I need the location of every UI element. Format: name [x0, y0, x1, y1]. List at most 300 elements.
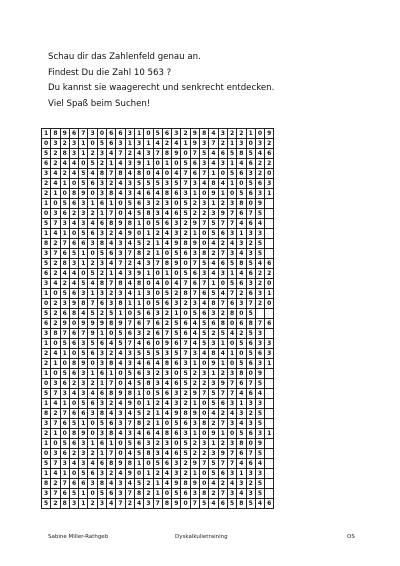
grid-cell[interactable]: 5: [237, 359, 246, 369]
grid-cell[interactable]: 7: [190, 289, 199, 299]
grid-cell[interactable]: 6: [172, 189, 181, 199]
grid-cell[interactable]: 7: [246, 299, 255, 309]
grid-cell[interactable]: 5: [237, 339, 246, 349]
grid-cell[interactable]: 5: [125, 439, 134, 449]
grid-cell[interactable]: 7: [218, 249, 227, 259]
grid-cell[interactable]: 0: [237, 309, 246, 319]
grid-cell[interactable]: 6: [162, 129, 171, 139]
grid-cell[interactable]: 2: [209, 419, 218, 429]
grid-cell[interactable]: 4: [51, 179, 60, 189]
grid-cell[interactable]: 4: [134, 499, 143, 509]
grid-cell[interactable]: 7: [218, 459, 227, 469]
grid-cell[interactable]: 6: [107, 129, 116, 139]
grid-cell[interactable]: 9: [116, 319, 125, 329]
grid-cell[interactable]: 3: [227, 399, 236, 409]
grid-cell[interactable]: 2: [42, 429, 51, 439]
grid-cell[interactable]: 7: [209, 139, 218, 149]
grid-cell[interactable]: 5: [172, 349, 181, 359]
grid-cell[interactable]: 1: [190, 359, 199, 369]
grid-cell[interactable]: 5: [246, 329, 255, 339]
grid-cell[interactable]: 6: [237, 449, 246, 459]
grid-cell[interactable]: 7: [200, 389, 209, 399]
grid-cell[interactable]: 5: [42, 149, 51, 159]
grid-cell[interactable]: 6: [162, 389, 171, 399]
grid-cell[interactable]: 9: [190, 459, 199, 469]
grid-cell[interactable]: 4: [190, 319, 199, 329]
grid-cell[interactable]: 0: [227, 429, 236, 439]
grid-cell[interactable]: 5: [255, 489, 264, 499]
grid-cell[interactable]: 1: [265, 289, 274, 299]
grid-cell[interactable]: 1: [79, 139, 88, 149]
grid-cell[interactable]: 3: [209, 339, 218, 349]
grid-cell[interactable]: 7: [218, 419, 227, 429]
grid-cell[interactable]: 9: [172, 479, 181, 489]
grid-cell[interactable]: 2: [218, 309, 227, 319]
grid-cell[interactable]: 0: [265, 299, 274, 309]
grid-cell[interactable]: 5: [134, 449, 143, 459]
grid-cell[interactable]: 7: [107, 379, 116, 389]
grid-cell[interactable]: 6: [265, 149, 274, 159]
grid-cell[interactable]: 3: [69, 149, 78, 159]
grid-cell[interactable]: 5: [88, 269, 97, 279]
grid-cell[interactable]: [265, 419, 274, 429]
grid-cell[interactable]: 2: [88, 149, 97, 159]
grid-cell[interactable]: 4: [237, 159, 246, 169]
grid-cell[interactable]: 6: [79, 409, 88, 419]
grid-cell[interactable]: 0: [172, 199, 181, 209]
grid-cell[interactable]: 4: [209, 239, 218, 249]
grid-cell[interactable]: 0: [255, 129, 264, 139]
grid-cell[interactable]: 1: [107, 439, 116, 449]
grid-cell[interactable]: 4: [69, 389, 78, 399]
grid-cell[interactable]: 1: [190, 429, 199, 439]
grid-cell[interactable]: [265, 329, 274, 339]
grid-cell[interactable]: 1: [153, 479, 162, 489]
grid-cell[interactable]: 6: [237, 209, 246, 219]
grid-cell[interactable]: 2: [265, 139, 274, 149]
grid-cell[interactable]: 7: [51, 459, 60, 469]
grid-cell[interactable]: 2: [218, 439, 227, 449]
grid-cell[interactable]: 2: [181, 219, 190, 229]
grid-cell[interactable]: 2: [107, 399, 116, 409]
grid-cell[interactable]: 5: [125, 199, 134, 209]
grid-cell[interactable]: 4: [153, 189, 162, 199]
grid-cell[interactable]: 4: [162, 229, 171, 239]
grid-cell[interactable]: 4: [255, 259, 264, 269]
grid-cell[interactable]: 2: [181, 459, 190, 469]
grid-cell[interactable]: 6: [144, 309, 153, 319]
grid-cell[interactable]: 5: [134, 479, 143, 489]
grid-cell[interactable]: [265, 209, 274, 219]
grid-cell[interactable]: 6: [181, 249, 190, 259]
grid-cell[interactable]: 7: [107, 169, 116, 179]
grid-cell[interactable]: 4: [125, 169, 134, 179]
grid-cell[interactable]: 1: [60, 179, 69, 189]
grid-cell[interactable]: 4: [153, 279, 162, 289]
grid-cell[interactable]: 7: [125, 339, 134, 349]
grid-cell[interactable]: 2: [265, 159, 274, 169]
grid-cell[interactable]: 4: [125, 379, 134, 389]
grid-cell[interactable]: 8: [97, 169, 106, 179]
grid-cell[interactable]: 8: [107, 429, 116, 439]
grid-cell[interactable]: 3: [172, 299, 181, 309]
grid-cell[interactable]: 6: [69, 439, 78, 449]
grid-cell[interactable]: 1: [134, 289, 143, 299]
grid-cell[interactable]: 3: [181, 189, 190, 199]
grid-cell[interactable]: 0: [144, 169, 153, 179]
grid-cell[interactable]: 5: [134, 379, 143, 389]
grid-cell[interactable]: 1: [265, 359, 274, 369]
grid-cell[interactable]: 3: [116, 419, 125, 429]
grid-cell[interactable]: 5: [88, 309, 97, 319]
grid-cell[interactable]: 4: [227, 409, 236, 419]
grid-cell[interactable]: 5: [153, 349, 162, 359]
grid-cell[interactable]: 3: [218, 129, 227, 139]
grid-cell[interactable]: 5: [209, 469, 218, 479]
grid-cell[interactable]: 4: [237, 489, 246, 499]
grid-cell[interactable]: 4: [190, 339, 199, 349]
grid-cell[interactable]: 1: [265, 429, 274, 439]
grid-cell[interactable]: 5: [172, 179, 181, 189]
grid-cell[interactable]: 3: [227, 469, 236, 479]
grid-cell[interactable]: 8: [218, 319, 227, 329]
grid-cell[interactable]: 3: [144, 259, 153, 269]
grid-cell[interactable]: 3: [237, 139, 246, 149]
grid-cell[interactable]: 3: [255, 469, 264, 479]
grid-cell[interactable]: 7: [88, 299, 97, 309]
grid-cell[interactable]: 4: [153, 359, 162, 369]
grid-cell[interactable]: 8: [237, 369, 246, 379]
grid-cell[interactable]: 0: [153, 339, 162, 349]
grid-cell[interactable]: 2: [51, 479, 60, 489]
grid-cell[interactable]: 1: [190, 189, 199, 199]
grid-cell[interactable]: 8: [209, 299, 218, 309]
grid-cell[interactable]: 4: [116, 229, 125, 239]
grid-cell[interactable]: 4: [134, 429, 143, 439]
grid-cell[interactable]: 8: [237, 199, 246, 209]
grid-cell[interactable]: 2: [181, 299, 190, 309]
grid-cell[interactable]: 7: [190, 149, 199, 159]
grid-cell[interactable]: 6: [181, 419, 190, 429]
grid-cell[interactable]: 7: [79, 329, 88, 339]
grid-cell[interactable]: 3: [125, 269, 134, 279]
grid-cell[interactable]: 9: [255, 369, 264, 379]
grid-cell[interactable]: 4: [237, 419, 246, 429]
grid-cell[interactable]: 3: [79, 289, 88, 299]
grid-cell[interactable]: 4: [153, 139, 162, 149]
grid-cell[interactable]: 9: [88, 329, 97, 339]
grid-cell[interactable]: 9: [172, 259, 181, 269]
grid-cell[interactable]: 5: [42, 459, 51, 469]
grid-cell[interactable]: 3: [97, 349, 106, 359]
grid-cell[interactable]: 0: [51, 339, 60, 349]
grid-cell[interactable]: 5: [144, 349, 153, 359]
grid-cell[interactable]: 5: [153, 299, 162, 309]
grid-cell[interactable]: 7: [60, 409, 69, 419]
grid-cell[interactable]: 3: [237, 479, 246, 489]
grid-cell[interactable]: 5: [144, 179, 153, 189]
grid-cell[interactable]: 9: [134, 159, 143, 169]
grid-cell[interactable]: 2: [107, 229, 116, 239]
grid-cell[interactable]: 2: [42, 349, 51, 359]
grid-cell[interactable]: 3: [69, 259, 78, 269]
grid-cell[interactable]: 8: [144, 449, 153, 459]
grid-cell[interactable]: 6: [172, 449, 181, 459]
grid-cell[interactable]: 6: [246, 219, 255, 229]
grid-cell[interactable]: 6: [69, 339, 78, 349]
grid-cell[interactable]: 0: [200, 469, 209, 479]
grid-cell[interactable]: 2: [51, 269, 60, 279]
grid-cell[interactable]: 3: [200, 139, 209, 149]
grid-cell[interactable]: 0: [218, 279, 227, 289]
grid-cell[interactable]: 8: [125, 459, 134, 469]
grid-cell[interactable]: 3: [79, 459, 88, 469]
grid-cell[interactable]: 1: [79, 259, 88, 269]
grid-cell[interactable]: [265, 459, 274, 469]
grid-cell[interactable]: 0: [88, 189, 97, 199]
grid-cell[interactable]: 2: [246, 239, 255, 249]
grid-cell[interactable]: 6: [97, 369, 106, 379]
grid-cell[interactable]: 6: [69, 199, 78, 209]
grid-cell[interactable]: 3: [200, 439, 209, 449]
grid-cell[interactable]: 3: [246, 469, 255, 479]
grid-cell[interactable]: 0: [227, 339, 236, 349]
grid-cell[interactable]: 9: [209, 359, 218, 369]
grid-cell[interactable]: 8: [144, 379, 153, 389]
grid-cell[interactable]: 2: [246, 409, 255, 419]
grid-cell[interactable]: 4: [209, 479, 218, 489]
grid-cell[interactable]: 3: [69, 499, 78, 509]
grid-cell[interactable]: 9: [79, 319, 88, 329]
grid-cell[interactable]: 1: [51, 359, 60, 369]
grid-cell[interactable]: 4: [125, 409, 134, 419]
grid-cell[interactable]: 2: [218, 239, 227, 249]
grid-cell[interactable]: 1: [97, 209, 106, 219]
grid-cell[interactable]: 4: [209, 129, 218, 139]
grid-cell[interactable]: 9: [69, 299, 78, 309]
grid-cell[interactable]: 3: [51, 379, 60, 389]
grid-cell[interactable]: 1: [237, 399, 246, 409]
grid-cell[interactable]: 3: [97, 429, 106, 439]
grid-cell[interactable]: 1: [218, 189, 227, 199]
grid-cell[interactable]: 6: [42, 269, 51, 279]
grid-cell[interactable]: 4: [125, 279, 134, 289]
grid-cell[interactable]: 6: [134, 199, 143, 209]
grid-cell[interactable]: 3: [97, 469, 106, 479]
grid-cell[interactable]: 4: [116, 399, 125, 409]
grid-cell[interactable]: 2: [51, 149, 60, 159]
grid-cell[interactable]: 2: [88, 209, 97, 219]
grid-cell[interactable]: 7: [200, 169, 209, 179]
grid-cell[interactable]: 9: [190, 409, 199, 419]
grid-cell[interactable]: 6: [144, 429, 153, 439]
grid-cell[interactable]: 9: [218, 379, 227, 389]
grid-cell[interactable]: 5: [107, 309, 116, 319]
grid-cell[interactable]: 4: [51, 399, 60, 409]
grid-cell[interactable]: 2: [218, 409, 227, 419]
grid-cell[interactable]: 1: [88, 199, 97, 209]
grid-cell[interactable]: 8: [134, 489, 143, 499]
grid-cell[interactable]: 9: [209, 189, 218, 199]
grid-cell[interactable]: 6: [246, 159, 255, 169]
grid-cell[interactable]: 3: [153, 379, 162, 389]
grid-cell[interactable]: 0: [125, 309, 134, 319]
grid-cell[interactable]: 8: [97, 479, 106, 489]
grid-cell[interactable]: 4: [162, 449, 171, 459]
grid-cell[interactable]: 3: [42, 169, 51, 179]
grid-cell[interactable]: 3: [246, 169, 255, 179]
grid-cell[interactable]: 3: [60, 459, 69, 469]
grid-cell[interactable]: 7: [107, 449, 116, 459]
grid-cell[interactable]: 0: [227, 189, 236, 199]
grid-cell[interactable]: 3: [153, 449, 162, 459]
grid-cell[interactable]: 7: [51, 249, 60, 259]
grid-cell[interactable]: 4: [51, 349, 60, 359]
grid-cell[interactable]: 7: [200, 459, 209, 469]
grid-cell[interactable]: 1: [60, 349, 69, 359]
grid-cell[interactable]: 4: [134, 339, 143, 349]
grid-cell[interactable]: 3: [190, 299, 199, 309]
grid-cell[interactable]: 0: [172, 269, 181, 279]
grid-cell[interactable]: 5: [246, 499, 255, 509]
grid-cell[interactable]: 6: [246, 269, 255, 279]
grid-cell[interactable]: 4: [116, 269, 125, 279]
grid-cell[interactable]: 3: [42, 249, 51, 259]
grid-cell[interactable]: 7: [144, 319, 153, 329]
grid-cell[interactable]: 4: [60, 159, 69, 169]
grid-cell[interactable]: 1: [172, 309, 181, 319]
grid-cell[interactable]: 6: [190, 159, 199, 169]
grid-cell[interactable]: 2: [237, 289, 246, 299]
grid-cell[interactable]: 3: [97, 499, 106, 509]
grid-cell[interactable]: 1: [97, 379, 106, 389]
grid-cell[interactable]: 1: [88, 289, 97, 299]
grid-cell[interactable]: 0: [144, 459, 153, 469]
grid-cell[interactable]: 6: [218, 149, 227, 159]
grid-cell[interactable]: 3: [97, 399, 106, 409]
grid-cell[interactable]: 1: [79, 419, 88, 429]
grid-cell[interactable]: 2: [255, 169, 264, 179]
grid-cell[interactable]: 4: [134, 359, 143, 369]
grid-cell[interactable]: 1: [265, 189, 274, 199]
grid-cell[interactable]: 7: [51, 389, 60, 399]
grid-cell[interactable]: 2: [237, 329, 246, 339]
grid-cell[interactable]: 6: [218, 499, 227, 509]
grid-cell[interactable]: 3: [209, 209, 218, 219]
grid-cell[interactable]: 0: [134, 469, 143, 479]
grid-cell[interactable]: 4: [237, 249, 246, 259]
grid-cell[interactable]: 8: [200, 489, 209, 499]
grid-cell[interactable]: 8: [181, 289, 190, 299]
grid-cell[interactable]: 3: [134, 139, 143, 149]
grid-cell[interactable]: 6: [190, 169, 199, 179]
grid-cell[interactable]: 6: [79, 239, 88, 249]
grid-cell[interactable]: 5: [209, 229, 218, 239]
grid-cell[interactable]: 6: [88, 469, 97, 479]
grid-cell[interactable]: 2: [144, 249, 153, 259]
grid-cell[interactable]: 6: [218, 469, 227, 479]
grid-cell[interactable]: 6: [237, 169, 246, 179]
grid-cell[interactable]: 4: [107, 499, 116, 509]
grid-cell[interactable]: 3: [153, 209, 162, 219]
grid-cell[interactable]: 4: [134, 259, 143, 269]
grid-cell[interactable]: 2: [42, 189, 51, 199]
grid-cell[interactable]: 3: [190, 349, 199, 359]
grid-cell[interactable]: 0: [227, 319, 236, 329]
grid-cell[interactable]: 8: [116, 299, 125, 309]
grid-cell[interactable]: 0: [246, 199, 255, 209]
grid-cell[interactable]: 9: [60, 319, 69, 329]
grid-cell[interactable]: 6: [97, 339, 106, 349]
grid-cell[interactable]: 5: [227, 279, 236, 289]
grid-cell[interactable]: [255, 309, 264, 319]
grid-cell[interactable]: 4: [125, 449, 134, 459]
grid-cell[interactable]: 5: [246, 259, 255, 269]
grid-cell[interactable]: 7: [255, 319, 264, 329]
grid-cell[interactable]: 7: [116, 499, 125, 509]
grid-cell[interactable]: 6: [265, 319, 274, 329]
grid-cell[interactable]: 3: [255, 189, 264, 199]
grid-cell[interactable]: 6: [162, 299, 171, 309]
grid-cell[interactable]: 1: [42, 199, 51, 209]
grid-cell[interactable]: 7: [218, 219, 227, 229]
grid-cell[interactable]: 5: [69, 249, 78, 259]
grid-cell[interactable]: 1: [107, 269, 116, 279]
grid-cell[interactable]: 0: [88, 359, 97, 369]
grid-cell[interactable]: 2: [51, 239, 60, 249]
grid-cell[interactable]: 0: [51, 199, 60, 209]
grid-cell[interactable]: 2: [172, 289, 181, 299]
grid-cell[interactable]: 6: [246, 429, 255, 439]
grid-cell[interactable]: 9: [172, 149, 181, 159]
grid-cell[interactable]: 0: [60, 359, 69, 369]
grid-cell[interactable]: 4: [88, 279, 97, 289]
grid-cell[interactable]: 5: [246, 149, 255, 159]
grid-cell[interactable]: 4: [88, 459, 97, 469]
grid-cell[interactable]: 6: [181, 319, 190, 329]
grid-cell[interactable]: 3: [246, 489, 255, 499]
grid-cell[interactable]: 7: [181, 169, 190, 179]
grid-cell[interactable]: 1: [134, 299, 143, 309]
grid-cell[interactable]: 3: [162, 199, 171, 209]
grid-cell[interactable]: 0: [200, 189, 209, 199]
grid-cell[interactable]: 4: [116, 469, 125, 479]
grid-cell[interactable]: 7: [181, 279, 190, 289]
grid-cell[interactable]: 0: [42, 299, 51, 309]
grid-cell[interactable]: 5: [153, 219, 162, 229]
grid-cell[interactable]: 1: [42, 439, 51, 449]
grid-cell[interactable]: 4: [153, 169, 162, 179]
grid-cell[interactable]: 3: [246, 229, 255, 239]
grid-cell[interactable]: 4: [172, 279, 181, 289]
grid-cell[interactable]: 1: [144, 399, 153, 409]
grid-cell[interactable]: 5: [60, 339, 69, 349]
grid-cell[interactable]: 0: [181, 499, 190, 509]
grid-cell[interactable]: 6: [237, 279, 246, 289]
grid-cell[interactable]: 3: [125, 349, 134, 359]
grid-cell[interactable]: 6: [227, 299, 236, 309]
grid-cell[interactable]: 2: [181, 229, 190, 239]
grid-cell[interactable]: 0: [107, 329, 116, 339]
grid-cell[interactable]: 1: [134, 459, 143, 469]
grid-cell[interactable]: 6: [107, 489, 116, 499]
grid-cell[interactable]: 8: [69, 359, 78, 369]
grid-cell[interactable]: 4: [255, 219, 264, 229]
grid-cell[interactable]: 4: [69, 279, 78, 289]
grid-cell[interactable]: 2: [190, 369, 199, 379]
grid-cell[interactable]: 3: [125, 179, 134, 189]
grid-cell[interactable]: 8: [107, 319, 116, 329]
